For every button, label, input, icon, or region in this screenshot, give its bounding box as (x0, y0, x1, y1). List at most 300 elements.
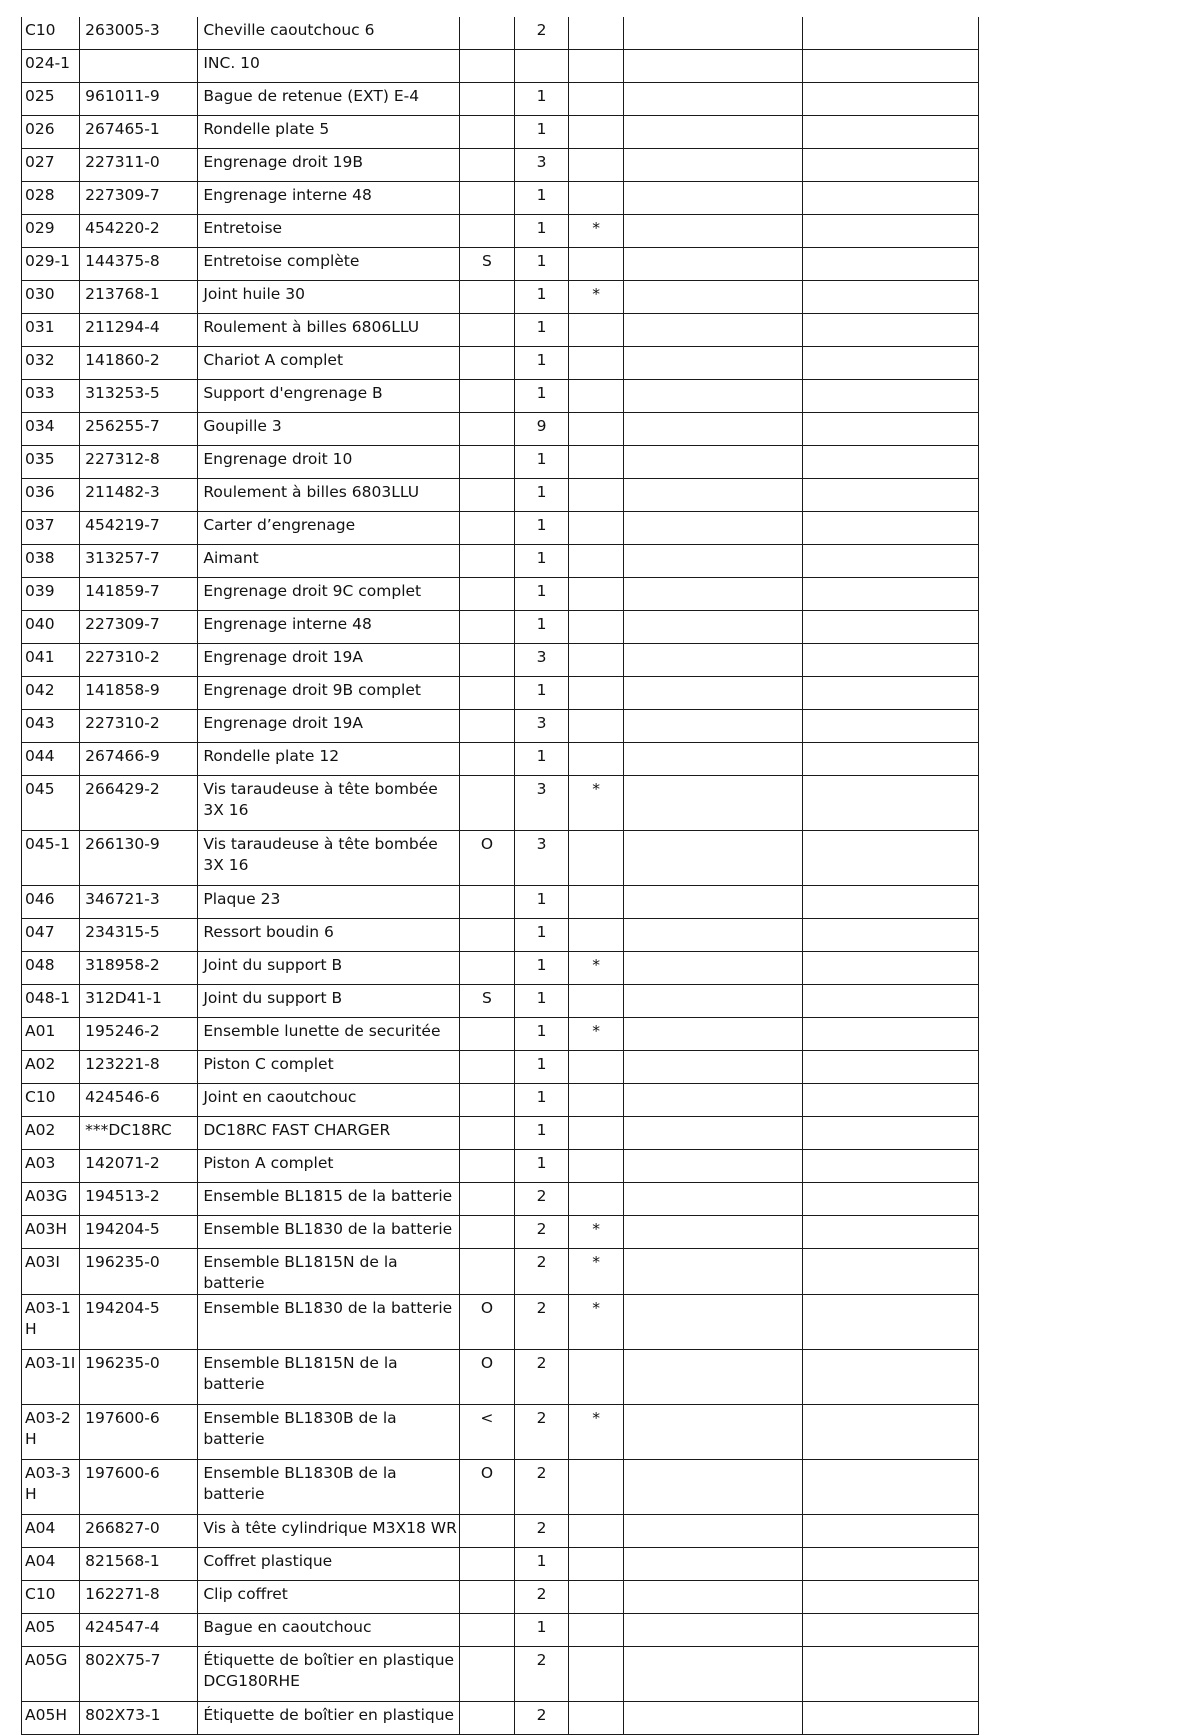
empty-cell (624, 1702, 802, 1735)
description-cell (198, 1581, 460, 1614)
table-row (22, 347, 979, 380)
part-reference-cell (80, 479, 198, 512)
empty-cell (802, 149, 978, 182)
item-number-text: A02 (25, 1121, 56, 1139)
flag-cell (569, 611, 624, 644)
description-text: Engrenage droit 19A (203, 648, 363, 666)
part-reference-cell (80, 1150, 198, 1183)
flag-text: * (592, 285, 601, 303)
empty-cell (624, 886, 802, 919)
item-number-cell (22, 17, 80, 50)
description-text: INC. 10 (203, 54, 260, 72)
quantity-cell (514, 215, 568, 248)
note-text (460, 380, 514, 383)
quantity-cell (514, 446, 568, 479)
part-reference-text: 266130-9 (85, 835, 160, 853)
item-number-cell (22, 1117, 80, 1150)
flag-cell (569, 1183, 624, 1216)
table-row (22, 1051, 979, 1084)
part-reference-text: 234315-5 (85, 923, 160, 941)
table-row (22, 886, 979, 919)
flag-text (569, 1614, 623, 1617)
description-cell (198, 248, 460, 281)
empty-cell (624, 50, 802, 83)
quantity-text: 1 (536, 549, 547, 567)
flag-text (569, 1647, 623, 1650)
part-reference-cell (80, 677, 198, 710)
empty-cell (624, 952, 802, 985)
note-cell (459, 1405, 514, 1460)
empty-cell (802, 1614, 978, 1647)
note-text (460, 1117, 514, 1120)
quantity-cell (514, 1702, 568, 1735)
flag-cell (569, 347, 624, 380)
empty-cell (802, 710, 978, 743)
empty-cell (802, 1117, 978, 1150)
flag-text (569, 512, 623, 515)
flag-cell (569, 919, 624, 952)
flag-cell (569, 710, 624, 743)
note-text: O (480, 835, 494, 853)
empty-cell (624, 1350, 802, 1405)
empty-cell (802, 446, 978, 479)
part-reference-cell (80, 545, 198, 578)
quantity-text: 2 (536, 1585, 547, 1603)
item-number-text: A03-3H (25, 1464, 71, 1503)
item-number-cell (22, 1295, 80, 1350)
item-number-text: A02 (25, 1055, 56, 1073)
note-text (460, 578, 514, 581)
part-reference-text: 141859-7 (85, 582, 160, 600)
flag-text (569, 1084, 623, 1087)
part-reference-cell (80, 776, 198, 831)
flag-cell (569, 1216, 624, 1249)
note-text: S (482, 989, 492, 1007)
description-cell (198, 743, 460, 776)
quantity-cell (514, 1150, 568, 1183)
part-reference-text: 194513-2 (85, 1187, 160, 1205)
table-row (22, 1647, 979, 1702)
table-row (22, 710, 979, 743)
note-text: O (480, 1354, 494, 1372)
item-number-text: 048-1 (25, 989, 71, 1007)
quantity-text: 1 (536, 219, 547, 237)
note-cell (459, 50, 514, 83)
quantity-cell (514, 1460, 568, 1515)
quantity-text: 1 (536, 956, 547, 974)
part-reference-cell (80, 281, 198, 314)
description-cell (198, 831, 460, 886)
item-number-cell (22, 446, 80, 479)
empty-cell (624, 1515, 802, 1548)
item-number-text: 027 (25, 153, 55, 171)
item-number-cell (22, 1515, 80, 1548)
note-text (460, 314, 514, 317)
description-cell (198, 50, 460, 83)
item-number-text: A03H (25, 1220, 67, 1238)
description-cell (198, 710, 460, 743)
flag-cell (569, 1084, 624, 1117)
empty-cell (624, 743, 802, 776)
quantity-cell (514, 578, 568, 611)
note-text (460, 1647, 514, 1650)
item-number-cell (22, 1084, 80, 1117)
note-cell (459, 17, 514, 50)
flag-text (569, 1350, 623, 1353)
empty-cell (802, 831, 978, 886)
note-text (460, 413, 514, 416)
quantity-text: 1 (536, 516, 547, 534)
part-reference-text: 802X73-1 (85, 1706, 161, 1724)
parts-table-body (22, 17, 979, 1735)
quantity-cell (514, 50, 568, 83)
part-reference-cell (80, 1460, 198, 1515)
note-cell (459, 776, 514, 831)
quantity-text: 2 (536, 1651, 547, 1669)
description-cell (198, 314, 460, 347)
note-text (460, 281, 514, 284)
flag-text: * (592, 219, 601, 237)
description-text: Engrenage interne 48 (203, 615, 372, 633)
flag-cell (569, 215, 624, 248)
part-reference-cell (80, 1702, 198, 1735)
item-number-cell (22, 1183, 80, 1216)
description-cell (198, 1515, 460, 1548)
quantity-text: 1 (536, 582, 547, 600)
description-text: Entretoise (203, 219, 283, 237)
flag-cell (569, 1460, 624, 1515)
empty-cell (624, 446, 802, 479)
quantity-cell (514, 985, 568, 1018)
flag-cell (569, 1150, 624, 1183)
flag-cell (569, 1117, 624, 1150)
description-text: Engrenage droit 10 (203, 450, 353, 468)
empty-cell (624, 347, 802, 380)
item-number-cell (22, 248, 80, 281)
item-number-text: A03-2H (25, 1409, 71, 1448)
quantity-cell (514, 1647, 568, 1702)
empty-cell (802, 314, 978, 347)
item-number-cell (22, 50, 80, 83)
quantity-text: 3 (536, 780, 547, 798)
flag-cell (569, 776, 624, 831)
note-cell (459, 743, 514, 776)
note-text (460, 215, 514, 218)
note-text (460, 776, 514, 779)
empty-cell (802, 952, 978, 985)
part-reference-cell (80, 149, 198, 182)
note-text: < (480, 1409, 494, 1427)
part-reference-text: 213768-1 (85, 285, 160, 303)
table-row (22, 50, 979, 83)
description-cell (198, 1614, 460, 1647)
description-cell (198, 1702, 460, 1735)
table-row (22, 985, 979, 1018)
note-cell (459, 1702, 514, 1735)
item-number-cell (22, 347, 80, 380)
empty-cell (624, 919, 802, 952)
quantity-cell (514, 919, 568, 952)
note-cell (459, 831, 514, 886)
description-text: Carter d’engrenage (203, 516, 356, 534)
part-reference-cell (80, 1249, 198, 1295)
part-reference-text: 454219-7 (85, 516, 160, 534)
table-row (22, 831, 979, 886)
part-reference-text: 227309-7 (85, 186, 160, 204)
note-cell (459, 1350, 514, 1405)
empty-cell (802, 413, 978, 446)
description-text: Ensemble BL1815 de la batterie (203, 1187, 453, 1205)
flag-text (569, 1515, 623, 1518)
item-number-text: A05H (25, 1706, 67, 1724)
item-number-text: A03-1I (25, 1354, 76, 1372)
table-row (22, 776, 979, 831)
note-cell (459, 314, 514, 347)
item-number-cell (22, 710, 80, 743)
item-number-text: 048 (25, 956, 55, 974)
empty-cell (802, 182, 978, 215)
flag-text (569, 479, 623, 482)
quantity-cell (514, 1249, 568, 1295)
note-text (460, 545, 514, 548)
item-number-cell (22, 512, 80, 545)
table-row (22, 1295, 979, 1350)
quantity-cell (514, 1548, 568, 1581)
empty-cell (802, 1548, 978, 1581)
description-text: Engrenage droit 9B complet (203, 681, 421, 699)
description-text: Piston C complet (203, 1055, 334, 1073)
empty-cell (802, 1150, 978, 1183)
description-cell (198, 1405, 460, 1460)
quantity-text (515, 50, 568, 53)
note-text (460, 479, 514, 482)
quantity-text: 1 (536, 87, 547, 105)
description-text: Aimant (203, 549, 259, 567)
item-number-text: 047 (25, 923, 55, 941)
item-number-cell (22, 611, 80, 644)
quantity-text: 1 (536, 483, 547, 501)
part-reference-text: 196235-0 (85, 1253, 160, 1271)
table-row (22, 1117, 979, 1150)
item-number-text: 041 (25, 648, 55, 666)
part-reference-cell (80, 952, 198, 985)
description-cell (198, 17, 460, 50)
note-cell (459, 1018, 514, 1051)
quantity-text: 1 (536, 989, 547, 1007)
part-reference-text: 227309-7 (85, 615, 160, 633)
description-text: Vis à tête cylindrique M3X18 WR (203, 1519, 457, 1537)
flag-text (569, 149, 623, 152)
table-row (22, 1249, 979, 1295)
part-reference-cell (80, 446, 198, 479)
description-cell (198, 215, 460, 248)
description-text: Rondelle plate 12 (203, 747, 340, 765)
quantity-text: 1 (536, 1022, 547, 1040)
empty-cell (624, 215, 802, 248)
flag-text (569, 17, 623, 20)
empty-cell (624, 578, 802, 611)
empty-cell (624, 1018, 802, 1051)
quantity-text: 3 (536, 153, 547, 171)
table-row (22, 17, 979, 50)
table-row (22, 413, 979, 446)
note-cell (459, 1216, 514, 1249)
item-number-text: 044 (25, 747, 55, 765)
description-cell (198, 479, 460, 512)
quantity-text: 1 (536, 120, 547, 138)
description-text: Étiquette de boîtier en plastique (203, 1706, 455, 1724)
flag-cell (569, 952, 624, 985)
empty-cell (624, 479, 802, 512)
note-text (460, 644, 514, 647)
part-reference-cell (80, 1548, 198, 1581)
note-text: O (480, 1464, 494, 1482)
flag-cell (569, 644, 624, 677)
quantity-text: 1 (536, 186, 547, 204)
item-number-cell (22, 1581, 80, 1614)
part-reference-cell (80, 985, 198, 1018)
quantity-cell (514, 776, 568, 831)
quantity-text: 2 (536, 1464, 547, 1482)
note-cell (459, 182, 514, 215)
description-text: Ensemble BL1830B de la batterie (203, 1464, 397, 1503)
item-number-text: A03G (25, 1187, 68, 1205)
part-reference-cell (80, 1051, 198, 1084)
part-reference-cell (80, 1018, 198, 1051)
table-row (22, 116, 979, 149)
note-text (460, 1548, 514, 1551)
description-cell (198, 919, 460, 952)
note-text (460, 50, 514, 53)
note-cell (459, 149, 514, 182)
note-cell (459, 1515, 514, 1548)
empty-cell (802, 919, 978, 952)
table-row (22, 281, 979, 314)
note-cell (459, 1581, 514, 1614)
flag-text (569, 644, 623, 647)
item-number-text: C10 (25, 1088, 56, 1106)
empty-cell (624, 1548, 802, 1581)
empty-cell (802, 1295, 978, 1350)
description-text: Ensemble lunette de securitée (203, 1022, 441, 1040)
note-cell (459, 413, 514, 446)
description-cell (198, 1018, 460, 1051)
flag-cell (569, 512, 624, 545)
description-text: Joint du support B (203, 956, 343, 974)
quantity-text: 1 (536, 1618, 547, 1636)
part-reference-cell (80, 413, 198, 446)
item-number-cell (22, 116, 80, 149)
quantity-cell (514, 710, 568, 743)
note-cell (459, 446, 514, 479)
description-text: Bague en caoutchouc (203, 1618, 372, 1636)
quantity-text: 2 (536, 21, 547, 39)
quantity-cell (514, 886, 568, 919)
description-text: Plaque 23 (203, 890, 281, 908)
table-row (22, 578, 979, 611)
part-reference-text: 424547-4 (85, 1618, 160, 1636)
table-row (22, 1018, 979, 1051)
table-row (22, 182, 979, 215)
flag-cell (569, 1702, 624, 1735)
empty-cell (624, 611, 802, 644)
description-cell (198, 380, 460, 413)
flag-cell (569, 1018, 624, 1051)
quantity-cell (514, 479, 568, 512)
note-cell (459, 919, 514, 952)
empty-cell (802, 545, 978, 578)
item-number-cell (22, 149, 80, 182)
item-number-text: 035 (25, 450, 55, 468)
flag-text (569, 1581, 623, 1584)
note-cell (459, 347, 514, 380)
note-text (460, 1216, 514, 1219)
note-cell (459, 83, 514, 116)
item-number-text: A04 (25, 1519, 56, 1537)
empty-cell (624, 644, 802, 677)
description-cell (198, 1183, 460, 1216)
item-number-cell (22, 479, 80, 512)
empty-cell (624, 182, 802, 215)
description-cell (198, 1647, 460, 1702)
note-text: O (480, 1299, 494, 1317)
note-text (460, 512, 514, 515)
empty-cell (802, 743, 978, 776)
part-reference-text: 961011-9 (85, 87, 160, 105)
quantity-text: 1 (536, 318, 547, 336)
empty-cell (802, 1581, 978, 1614)
note-text (460, 17, 514, 20)
part-reference-text: 197600-6 (85, 1464, 160, 1482)
quantity-cell (514, 512, 568, 545)
quantity-text: 3 (536, 648, 547, 666)
empty-cell (624, 1216, 802, 1249)
description-cell (198, 1460, 460, 1515)
table-row (22, 677, 979, 710)
empty-cell (624, 1581, 802, 1614)
empty-cell (802, 83, 978, 116)
description-text: Vis taraudeuse à tête bombée 3X 16 (203, 835, 438, 874)
flag-cell (569, 479, 624, 512)
item-number-text: A05G (25, 1651, 68, 1669)
empty-cell (802, 677, 978, 710)
flag-cell (569, 182, 624, 215)
part-reference-text: 123221-8 (85, 1055, 160, 1073)
part-reference-text: 195246-2 (85, 1022, 160, 1040)
quantity-text: 9 (536, 417, 547, 435)
description-cell (198, 545, 460, 578)
flag-text (569, 347, 623, 350)
item-number-text: 028 (25, 186, 55, 204)
part-reference-cell (80, 17, 198, 50)
flag-cell (569, 1295, 624, 1350)
part-reference-text: 144375-8 (85, 252, 160, 270)
part-reference-text: 318958-2 (85, 956, 160, 974)
flag-text: * (592, 956, 601, 974)
item-number-text: A01 (25, 1022, 56, 1040)
item-number-text: A03-1H (25, 1299, 71, 1338)
quantity-text: 1 (536, 351, 547, 369)
part-reference-text: 346721-3 (85, 890, 160, 908)
quantity-text: 1 (536, 1121, 547, 1139)
part-reference-text: 821568-1 (85, 1552, 160, 1570)
flag-cell (569, 281, 624, 314)
part-reference-text: 141860-2 (85, 351, 160, 369)
description-cell (198, 611, 460, 644)
description-cell (198, 512, 460, 545)
flag-text (569, 248, 623, 251)
empty-cell (624, 1295, 802, 1350)
